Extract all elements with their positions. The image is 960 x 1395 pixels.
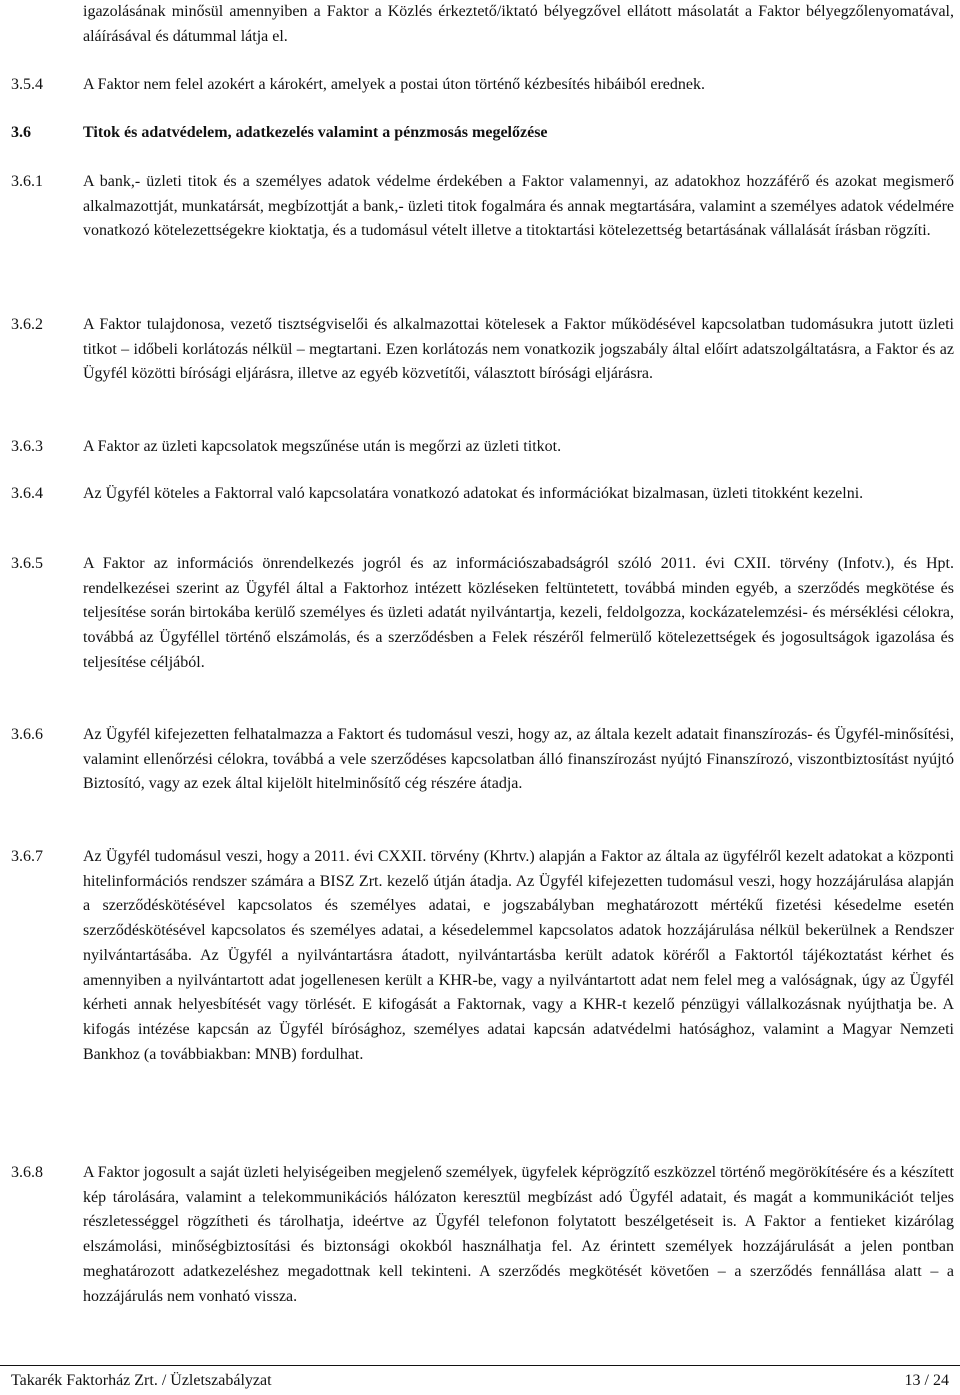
item-number: 3.6.1 (11, 173, 43, 190)
footer-divider (0, 1365, 960, 1366)
continued-paragraph: igazolásának minősül amennyiben a Faktor a Közlés érkeztető/iktató bélyegzővel ellátott másolatát a Faktor bélyegzőlenyomatával, aláírásával és dátummal látja el. (83, 3, 954, 45)
item-text: Az Ügyfél kifejezetten felhatalmazza a Faktort és tudomásul veszi, hogy az, az általa kezelt adatait finanszírozás- és Ügyfél-minősítési, valamint ellenőrzési célokra, továbbá a vele szerződéses kapcsolatban álló finanszírozást nyújtó Finanszírozó, viszontbiztosítást nyújtó Biztosító, vagy az ezek által kijelölt hitelminősítő cég részére átadja. (83, 726, 954, 793)
item-text: Az Ügyfél köteles a Faktorral való kapcsolatára vonatkozó adatokat és információkat bizalmasan, üzleti titokként kezelni. (83, 485, 864, 502)
item-text: A bank,- üzleti titok és a személyes adatok védelme érdekében a Faktor valamennyi, az adatokhoz hozzáférő és azokat megismerő alkalmazottját, munkatársát, megbízottját a bank,- üzleti titok fogalmára és annak megtartására, valamint a személyes adatok védelmére vonatkozó kötelezettségekre kioktatja, és a tudomásul vételt illetve a titoktartási kötelezettség betartásának vállalását írásban rögzíti. (83, 173, 954, 240)
item-number: 3.6.8 (11, 1164, 43, 1181)
footer-document-title: Takarék Faktorház Zrt. / Üzletszabályzat (11, 1372, 272, 1389)
section-title: Titok és adatvédelem, adatkezelés valamint a pénzmosás megelőzése (83, 124, 548, 141)
item-number: 3.6.6 (11, 726, 43, 743)
item-number: 3.6.7 (11, 848, 43, 865)
item-number: 3.6.5 (11, 555, 43, 572)
item-text: A Faktor az információs önrendelkezés jogról és az információszabadságról szóló 2011. évi CXII. törvény (Infotv.), és Hpt. rendelkezései szerint az Ügyfél által a Faktorhoz intézett közléseken feltüntetett, továbbá minden egyéb, a szerződés megkötése és teljesítése során birtokába kerülő személyes és üzleti adatát nyilvántartja, kezeli, feldolgozza, kockázatelemzési- és mérséklési célokra, továbbá az Ügyféllel történő elszámolás, és a szerződésben a Felek részéről felmerülő kötelezettségek és jogosultságok igazolása és teljesítése céljából. (83, 555, 954, 671)
item-number: 3.6.3 (11, 438, 43, 455)
item-text: A Faktor tulajdonosa, vezető tisztségviselői és alkalmazottai kötelesek a Faktor működésével kapcsolatban tudomásukra jutott üzleti titkot – időbeli korlátozás nélkül – megtartani. Ezen korlátozás nem vonatkozik jogszabály által előírt adatszolgáltatásra, a Faktor és az Ügyfél közötti bírósági eljárásra, illetve az egyéb közvetítői, választott bírósági eljárásra. (83, 316, 954, 383)
item-text: A Faktor jogosult a saját üzleti helyiségeiben megjelenő személyek, ügyfelek képrögzítő eszközzel történő megörökítésére és a készített kép tárolására, valamint a telekommunikációs hálózaton keresztül megbízást adó Ügyfél adatait, és magát a kommunikációt teljes részletességgel rögzítheti és tárolhatja, ideértve az Ügyfél telefonon folytatott beszélgetéseit is. A Faktor a fentieket kizárólag elszámolási, minőségbiztosítási és biztonsági okokból használhatja fel. Az érintett személyek hozzájárulását a jelen pontban meghatározott adatkezeléshez megadottnak kell tekinteni. A szerződés megkötését követően – a szerződés fennállása alatt – a hozzájárulás nem vonható vissza. (83, 1164, 954, 1305)
page-number: 13 / 24 (904, 1372, 949, 1389)
item-number: 3.6.4 (11, 485, 43, 502)
item-text: A Faktor az üzleti kapcsolatok megszűnése után is megőrzi az üzleti titkot. (83, 438, 562, 455)
item-number: 3.5.4 (11, 76, 43, 93)
item-text: A Faktor nem felel azokért a károkért, amelyek a postai úton történő kézbesítés hibáiból erednek. (83, 76, 705, 93)
item-number: 3.6.2 (11, 316, 43, 333)
section-number: 3.6 (11, 124, 31, 141)
item-text: Az Ügyfél tudomásul veszi, hogy a 2011. évi CXXII. törvény (Khrtv.) alapján a Faktor az általa az ügyfélről kezelt adatokat a központi hitelinformációs rendszer számára a BISZ Zrt. kezelő útján átadja. Az Ügyfél kifejezetten tudomásul veszi, hogy hozzájárulása alapján a szerződéskötésével kapcsolatos és személyes adatai, e jogszabályban meghatározott mértékű fizetési késedelme esetén szerződéskötésével kapcsolatos és személyes adatai, a késedelemmel kapcsolatos adatok hozzájárulása nélkül bekerülnek a Rendszer nyilvántartásába. Az Ügyfél a nyilvántartásra átadott, nyilvántartásba került adatok köréről a Faktortól tájékoztatást kérhet és amennyiben a nyilvántartott adat jogellenesen került a KHR-be, vagy a nyilvántartott adat nem felel meg a valóságnak, úgy az Ügyfél kérheti annak helyesbítését vagy törlését. E kifogását a Faktornak, vagy a KHR-t kezelő pénzügyi vállalkozásnak nyújthatja be. A kifogás intézése kapcsán az Ügyfél bírósághoz, személyes adatai kapcsán adatvédelmi hatósághoz, valamint a Magyar Nemzeti Bankhoz (a továbbiakban: MNB) fordulhat. (83, 848, 954, 1063)
